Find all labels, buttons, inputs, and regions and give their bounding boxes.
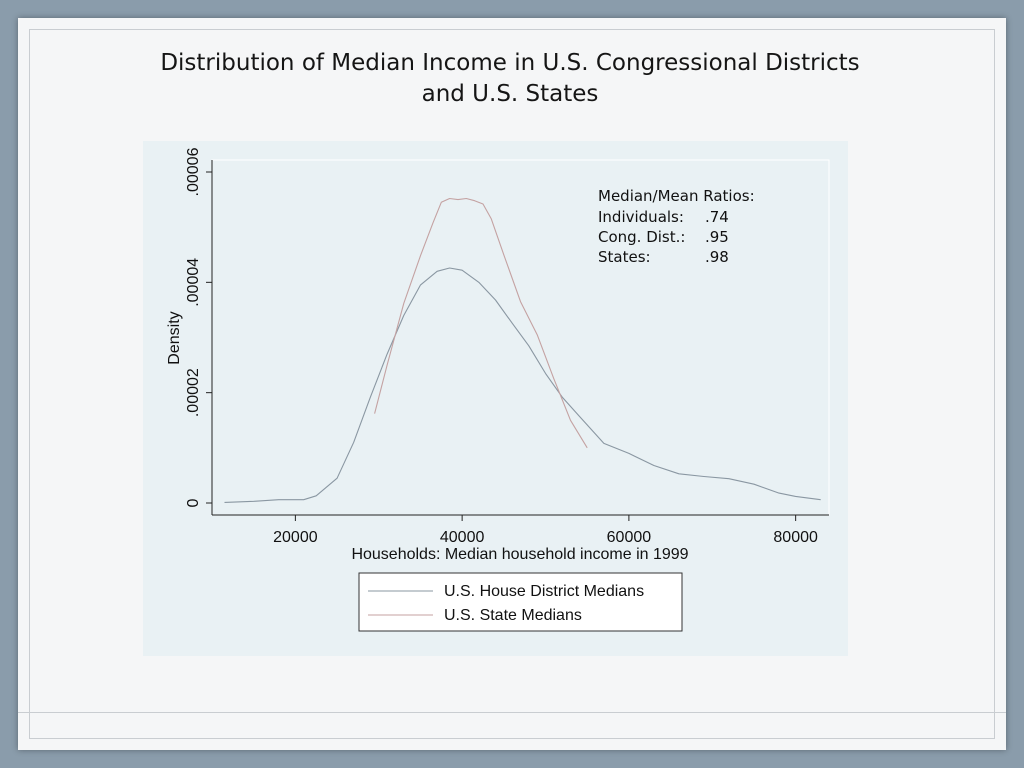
legend-label: U.S. State Medians (444, 607, 582, 624)
annotation-row-value: .74 (705, 208, 729, 226)
y-tick-label: 0 (185, 498, 202, 508)
x-axis-label: Households: Median household income in 1999 (351, 546, 689, 563)
y-axis-label: Density (166, 311, 183, 365)
y-tick-label: .00002 (185, 368, 202, 418)
annotation-row-value: .95 (705, 228, 729, 246)
annotation-heading: Median/Mean Ratios: (598, 187, 755, 205)
annotation-row-label: Cong. Dist.: (598, 228, 686, 246)
legend (359, 573, 682, 631)
annotation-row-label: States: (598, 248, 651, 266)
y-tick-label: .00006 (185, 147, 202, 197)
annotation-row-label: Individuals: (598, 208, 684, 226)
x-tick-label: 60000 (606, 529, 652, 546)
y-tick-label: .00004 (185, 257, 202, 307)
x-tick-label: 20000 (273, 529, 318, 546)
x-tick-label: 80000 (773, 529, 818, 546)
chart-title: Distribution of Median Income in U.S. Congressional Districts and U.S. States (160, 50, 860, 107)
x-tick-label: 40000 (439, 529, 485, 546)
legend-label: U.S. House District Medians (444, 583, 645, 600)
annotation-row-value: .98 (705, 248, 729, 266)
